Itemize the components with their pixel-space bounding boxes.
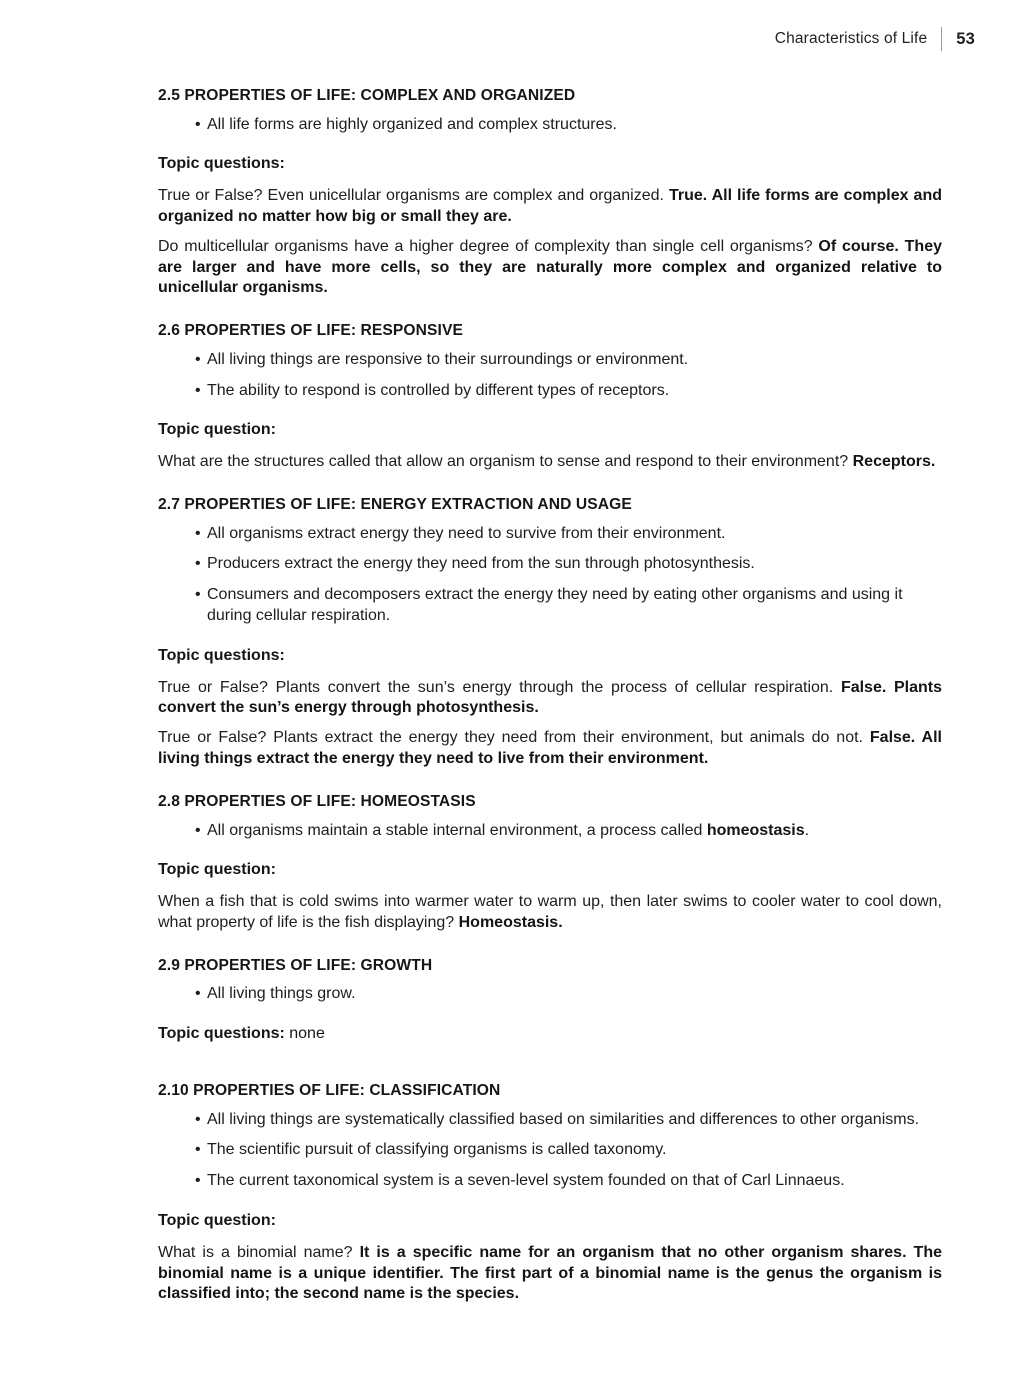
spacer xyxy=(158,1005,942,1024)
list-item xyxy=(158,1140,942,1161)
qa-question: True or False? Plants convert the sun’s energy through the process of cellular respiration. xyxy=(158,678,841,696)
list-item-text: All organisms extract energy they need to survive from their environment. xyxy=(207,524,726,542)
topic-label-value: none xyxy=(284,1025,325,1043)
bullet-dot-icon: • xyxy=(195,350,201,368)
spacer xyxy=(158,441,942,452)
bullet-dot-icon: • xyxy=(195,1110,201,1128)
spacer xyxy=(158,575,942,585)
qa-answer: Homeostasis. xyxy=(458,913,563,931)
list-item xyxy=(158,115,942,136)
spacer xyxy=(158,1161,942,1171)
list-item-text: Producers extract the energy they need from the sun through photosynthesis. xyxy=(207,555,755,573)
running-header-divider xyxy=(941,27,942,51)
section-heading-2-5: 2.5 PROPERTIES OF LIFE: COMPLEX AND ORGANIZED xyxy=(158,87,576,104)
topic-label-text: Topic question: xyxy=(158,861,276,879)
bullet-dot-icon: • xyxy=(195,555,201,573)
topic-label-2-10 xyxy=(158,1211,942,1232)
spacer xyxy=(158,812,942,821)
qa-answer: Receptors. xyxy=(852,453,936,471)
spacer xyxy=(158,135,942,154)
bullet-list-2-10 xyxy=(158,1110,942,1192)
spacer xyxy=(158,515,942,524)
spacer xyxy=(158,1192,942,1211)
page-number: 53 xyxy=(956,29,975,48)
list-item-text: All living things are systematically classified based on similarities and differences to other organisms. xyxy=(207,1110,920,1128)
bullet-dot-icon: • xyxy=(195,381,201,399)
list-item xyxy=(158,350,942,371)
qa-paragraph xyxy=(158,186,942,228)
section-heading-2-8: 2.8 PROPERTIES OF LIFE: HOMEOSTASIS xyxy=(158,792,476,810)
list-item-text-tail: . xyxy=(804,821,810,839)
list-item xyxy=(158,984,942,1005)
spacer xyxy=(158,228,942,237)
list-item-text: The current taxonomical system is a seven-level system founded on that of Carl Linnaeus. xyxy=(207,1172,845,1190)
topic-label-2-8 xyxy=(158,860,942,881)
qa-question: When a fish that is cold swims into warmer water to warm up, then later swims to cooler water to cool down, what property of life is the fish displaying? xyxy=(158,893,942,931)
running-header-title: Characteristics of Life xyxy=(774,30,928,48)
list-item-text: All organisms maintain a stable internal environment, a process called xyxy=(207,821,707,839)
qa-paragraph xyxy=(158,728,942,770)
qa-paragraph xyxy=(158,1243,942,1305)
spacer xyxy=(158,719,942,728)
qa-question: True or False? Plants extract the energy they need from their environment, but animals do not. xyxy=(158,729,870,747)
spacer xyxy=(158,1130,942,1140)
qa-answer: True. All life forms are complex and organized no matter how big or small they are. xyxy=(158,187,942,226)
spacer xyxy=(158,881,942,892)
qa-paragraph xyxy=(158,237,942,299)
topic-label-text: Topic question: xyxy=(158,1211,276,1229)
topic-label-2-7 xyxy=(158,646,942,667)
spacer xyxy=(158,299,942,321)
bullet-list-2-8 xyxy=(158,821,942,842)
spacer xyxy=(158,841,942,860)
list-item-emphasis: homeostasis xyxy=(706,821,805,839)
spacer xyxy=(158,401,942,420)
qa-paragraph xyxy=(158,678,942,720)
topic-label-2-9 xyxy=(158,1024,942,1045)
spacer xyxy=(158,175,942,186)
bullet-dot-icon: • xyxy=(195,1172,201,1190)
bullet-list-2-7 xyxy=(158,524,942,627)
list-item-text: All life forms are highly organized and complex structures. xyxy=(207,115,617,133)
topic-label-text: Topic questions: xyxy=(158,1025,285,1043)
section-heading-2-7: 2.7 PROPERTIES OF LIFE: ENERGY EXTRACTION AND USAGE xyxy=(158,496,632,514)
list-item-text: All living things are responsive to their surroundings or environment. xyxy=(207,350,689,368)
list-item-text: The scientific pursuit of classifying organisms is called taxonomy. xyxy=(207,1141,667,1159)
list-item xyxy=(158,585,942,627)
qa-answer: Of course. They are larger and have more cells, so they are naturally more complex and organized relative to unicellular organisms. xyxy=(158,237,943,297)
spacer xyxy=(158,473,942,495)
list-item xyxy=(158,554,942,575)
qa-answer: It is a specific name for an organism that no other organism shares. The binomial name is a unique identifier. The first part of a binomial name is the genus the organism is classified into; the second name is the species. xyxy=(158,1243,943,1303)
spacer xyxy=(158,975,942,984)
qa-question: True or False? Even unicellular organisms are complex and organized. xyxy=(158,187,669,205)
section-heading-2-9: 2.9 PROPERTIES OF LIFE: GROWTH xyxy=(158,956,433,974)
spacer xyxy=(158,934,942,956)
spacer xyxy=(158,770,942,792)
list-item xyxy=(158,1171,942,1192)
list-item-text: The ability to respond is controlled by different types of receptors. xyxy=(207,381,670,399)
bullet-list-2-9 xyxy=(158,984,942,1005)
spacer xyxy=(158,1045,942,1081)
spacer xyxy=(158,627,942,646)
running-header xyxy=(775,26,975,52)
bullet-dot-icon: • xyxy=(195,1141,201,1159)
spacer xyxy=(158,1232,942,1243)
topic-label-2-6 xyxy=(158,420,942,441)
bullet-dot-icon: • xyxy=(195,524,201,542)
spacer xyxy=(158,667,942,678)
qa-answer: False. Plants convert the sun’s energy through photosynthesis. xyxy=(158,678,942,717)
bullet-list-2-5 xyxy=(158,115,942,136)
list-item xyxy=(158,1110,942,1131)
qa-paragraph xyxy=(158,892,942,934)
topic-label-text: Topic question: xyxy=(158,421,276,439)
bullet-dot-icon: • xyxy=(195,586,201,604)
list-item xyxy=(158,524,942,545)
spacer xyxy=(158,341,942,350)
list-item-text: All living things grow. xyxy=(207,985,356,1003)
spacer xyxy=(158,106,942,115)
section-heading-2-10: 2.10 PROPERTIES OF LIFE: CLASSIFICATION xyxy=(158,1081,501,1099)
qa-answer: False. All living things extract the energy they need to live from their environment. xyxy=(158,729,942,768)
spacer xyxy=(158,1101,942,1110)
topic-label-2-5 xyxy=(158,154,942,175)
section-heading-2-6: 2.6 PROPERTIES OF LIFE: RESPONSIVE xyxy=(158,322,463,340)
list-item xyxy=(158,381,942,402)
bullet-list-2-6 xyxy=(158,350,942,402)
spacer xyxy=(158,544,942,554)
qa-question: Do multicellular organisms have a higher degree of complexity than single cell organisms? xyxy=(158,237,819,255)
topic-label-text: Topic questions: xyxy=(158,646,285,664)
bullet-dot-icon: • xyxy=(195,821,201,839)
list-item xyxy=(158,821,942,842)
topic-label-text: Topic questions: xyxy=(158,155,285,173)
list-item-text: Consumers and decomposers extract the energy they need by eating other organisms and using it during cellular respiration. xyxy=(207,586,903,625)
qa-paragraph xyxy=(158,452,942,473)
qa-question: What are the structures called that allow an organism to sense and respond to their environment? xyxy=(158,453,853,471)
document-body xyxy=(158,86,942,1305)
bullet-dot-icon: • xyxy=(195,115,201,133)
qa-question: What is a binomial name? xyxy=(158,1243,360,1261)
bullet-dot-icon: • xyxy=(195,985,201,1003)
spacer xyxy=(158,371,942,381)
